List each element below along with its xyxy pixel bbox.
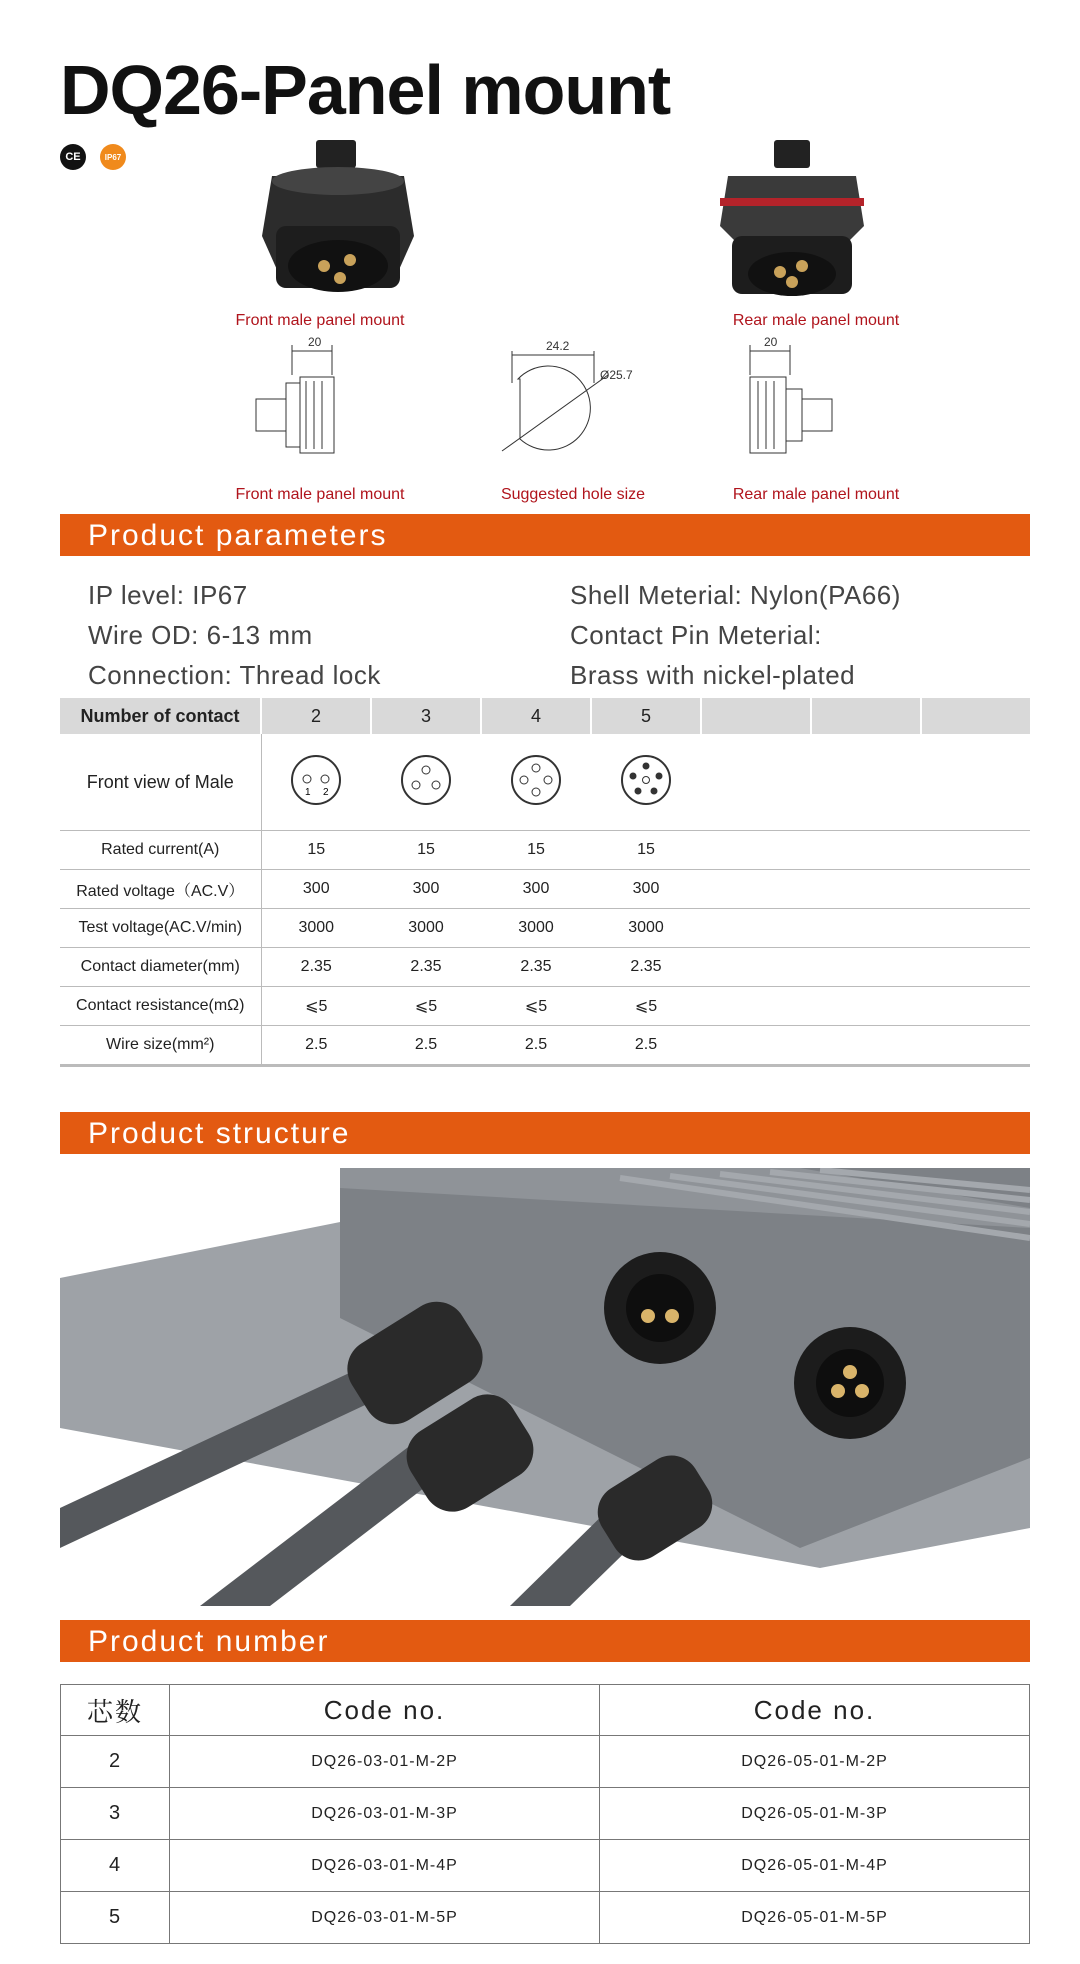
- product-number-table: [60, 1684, 1030, 1944]
- col-header: 芯数: [61, 1685, 170, 1736]
- rear-mount-dimension-drawing: [740, 335, 860, 460]
- caption-hole-size: Suggested hole size: [500, 486, 646, 503]
- spec-value: 15: [481, 831, 591, 870]
- spec-value: ⩽5: [371, 987, 481, 1026]
- contact-count: 2: [261, 698, 371, 734]
- spec-value: 2.35: [371, 948, 481, 987]
- spec-row-label: Rated current(A): [60, 831, 261, 870]
- spec-row: [60, 870, 1030, 909]
- spec-header-label: Number of contact: [60, 698, 261, 734]
- spec-value: 300: [591, 870, 701, 909]
- cell: DQ26-05-01-M-4P: [600, 1840, 1030, 1892]
- spec-value: 2.35: [481, 948, 591, 987]
- spec-value: 2.5: [371, 1026, 481, 1066]
- spec-value: 300: [481, 870, 591, 909]
- spec-value: 300: [261, 870, 371, 909]
- section-title: Product parameters: [88, 519, 388, 552]
- param-wire-od: Wire OD: 6-13 mm: [88, 620, 313, 650]
- svg-text:2: 2: [323, 786, 329, 798]
- spec-row: [60, 987, 1030, 1026]
- front-mount-dimension-drawing: [240, 335, 360, 460]
- spec-value: 2.35: [261, 948, 371, 987]
- spec-row-label: Contact resistance(mΩ): [60, 987, 261, 1026]
- cell: DQ26-03-01-M-5P: [170, 1892, 600, 1944]
- cell: 4: [61, 1840, 170, 1892]
- spec-value: ⩽5: [591, 987, 701, 1026]
- cell: DQ26-05-01-M-3P: [600, 1788, 1030, 1840]
- svg-text:1: 1: [305, 786, 311, 798]
- spec-value: ⩽5: [261, 987, 371, 1026]
- spec-row: [60, 909, 1030, 948]
- table-row: [61, 1736, 1030, 1788]
- spec-value: 15: [371, 831, 481, 870]
- cell: DQ26-03-01-M-4P: [170, 1840, 600, 1892]
- pin-layout-3-icon: [398, 752, 454, 808]
- pin-layout-4-icon: [508, 752, 564, 808]
- section-header-parameters: [60, 514, 1030, 556]
- hole-size-drawing: [490, 335, 650, 460]
- hole-width-dim: 24.2: [546, 339, 570, 353]
- spec-header-row: [60, 698, 1030, 734]
- spec-value: 2.5: [261, 1026, 371, 1066]
- section-title: Product structure: [88, 1117, 351, 1150]
- param-ip-level: IP level: IP67: [88, 580, 248, 610]
- spec-row-label: Test voltage(AC.V/min): [60, 909, 261, 948]
- param-connection: Connection: Thread lock: [88, 660, 381, 690]
- spec-value: 2.5: [481, 1026, 591, 1066]
- pin-layout-5-icon: [618, 752, 674, 808]
- product-number-header: [61, 1685, 1030, 1736]
- spec-value: ⩽5: [481, 987, 591, 1026]
- spec-value: 15: [591, 831, 701, 870]
- spec-value: 3000: [261, 909, 371, 948]
- contact-count: 4: [481, 698, 591, 734]
- spec-value: 300: [371, 870, 481, 909]
- section-title: Product number: [88, 1625, 330, 1658]
- spec-table: [60, 698, 1030, 1067]
- hole-diameter-dim: Ø25.7: [600, 368, 633, 382]
- contact-count: 5: [591, 698, 701, 734]
- ip67-badge-icon: IP67: [100, 144, 126, 170]
- cell: DQ26-03-01-M-2P: [170, 1736, 600, 1788]
- caption-rear-bottom: Rear male panel mount: [732, 486, 900, 503]
- caption-rear-top: Rear male panel mount: [732, 312, 900, 329]
- param-contact-plating: Brass with nickel-plated: [570, 660, 856, 690]
- rear-panel-mount-image: [712, 136, 872, 301]
- param-contact-material: Contact Pin Meterial:: [570, 620, 822, 650]
- spec-row-label: Rated voltage（AC.V）: [60, 870, 261, 909]
- cell: 3: [61, 1788, 170, 1840]
- ce-mark-icon: CE: [60, 144, 86, 170]
- spec-row-label: Wire size(mm²): [60, 1026, 261, 1066]
- cell: DQ26-03-01-M-3P: [170, 1788, 600, 1840]
- spec-value: 3000: [481, 909, 591, 948]
- pin-layout-2-icon: [288, 752, 344, 808]
- front-view-label: Front view of Male: [60, 734, 261, 831]
- param-shell-material: Shell Meterial: Nylon(PA66): [570, 580, 901, 610]
- front-view-row: [60, 734, 1030, 831]
- spec-value: 2.5: [591, 1026, 701, 1066]
- spec-row: [60, 1026, 1030, 1066]
- spec-row-label: Contact diameter(mm): [60, 948, 261, 987]
- spec-value: 2.35: [591, 948, 701, 987]
- front-panel-mount-image: [258, 136, 418, 301]
- cell: DQ26-05-01-M-2P: [600, 1736, 1030, 1788]
- spec-row: [60, 948, 1030, 987]
- page-title: DQ26-Panel mount: [60, 51, 671, 129]
- product-structure-image: [60, 1168, 1030, 1606]
- caption-front-top: Front male panel mount: [235, 312, 405, 329]
- front-width-dim: 20: [308, 335, 322, 349]
- spec-value: 3000: [371, 909, 481, 948]
- col-header: Code no.: [170, 1685, 600, 1736]
- cell: 5: [61, 1892, 170, 1944]
- rear-width-dim: 20: [764, 335, 778, 349]
- section-header-number: [60, 1620, 1030, 1662]
- caption-front-bottom: Front male panel mount: [235, 486, 405, 503]
- contact-count: 3: [371, 698, 481, 734]
- section-header-structure: [60, 1112, 1030, 1154]
- cell: 2: [61, 1736, 170, 1788]
- col-header: Code no.: [600, 1685, 1030, 1736]
- spec-row: [60, 831, 1030, 870]
- spec-value: 3000: [591, 909, 701, 948]
- table-row: [61, 1840, 1030, 1892]
- spec-value: 15: [261, 831, 371, 870]
- cell: DQ26-05-01-M-5P: [600, 1892, 1030, 1944]
- table-row: [61, 1788, 1030, 1840]
- table-row: [61, 1892, 1030, 1944]
